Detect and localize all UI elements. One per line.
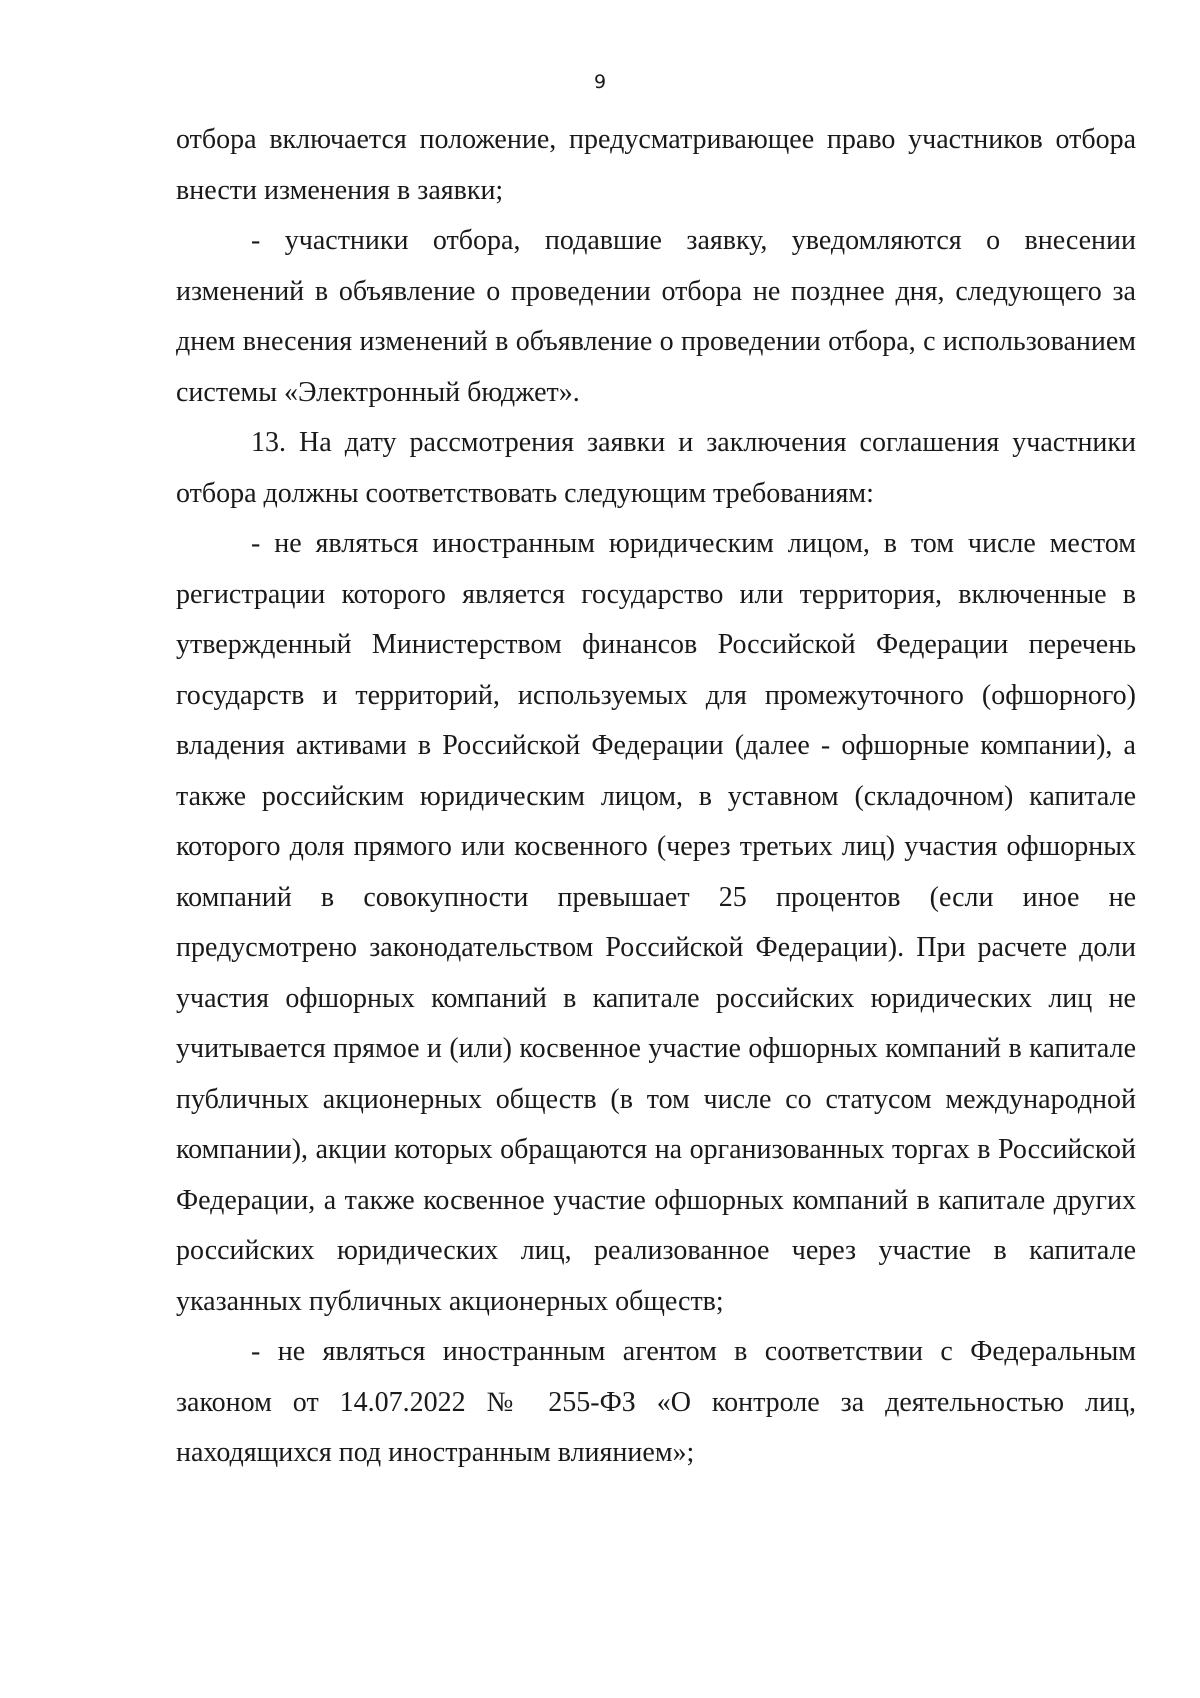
document-body — [176, 115, 1136, 1479]
paragraph-item-13: 13. На дату рассмотрения заявки и заключения соглашения участники отбора должны соответствовать следующим требованиям: — [176, 427, 1136, 509]
paragraph-continuation: отбора включается положение, предусматривающее право участников отбора внести изменения в заявки; — [176, 124, 1136, 206]
paragraph-foreign-agent-requirement: - не являться иностранным агентом в соответствии с Федеральным законом от 14.07.2022 № 255-ФЗ «О контроле за деятельностью лиц, находящихся под иностранным влиянием»; — [176, 1336, 1136, 1468]
paragraph-offshore-requirement: - не являться иностранным юридическим лицом, в том числе местом регистрации которого является государство или территория, включенные в утвержденный Министерством финансов Российской Федерации перечень государств и территорий, используемых для промежуточного (офшорного) владения активами в Российской Федерации (далее - офшорные компании), а также российским юридическим лицом, в уставном (складочном) капитале которого доля прямого или косвенного (через третьих лиц) участия офшорных компаний в совокупности превышает 25 процентов (если иное не предусмотрено законодательством Российской Федерации). При расчете доли участия офшорных компаний в капитале российских юридических лиц не учитывается прямое и (или) косвенное участие офшорных компаний в капитале публичных акционерных обществ (в том числе со статусом международной компании), акции которых обращаются на организованных торгах в Российской Федерации, а также косвенное участие офшорных компаний в капитале других российских юридических лиц, реализованное через участие в капитале указанных публичных акционерных обществ; — [176, 528, 1136, 1317]
page-number: 9 — [593, 71, 607, 93]
paragraph-notification: - участники отбора, подавшие заявку, уведомляются о внесении изменений в объявление о проведении отбора не позднее дня, следующего за днем внесения изменений в объявление о проведении отбора, с использованием системы «Электронный бюджет». — [176, 225, 1136, 408]
